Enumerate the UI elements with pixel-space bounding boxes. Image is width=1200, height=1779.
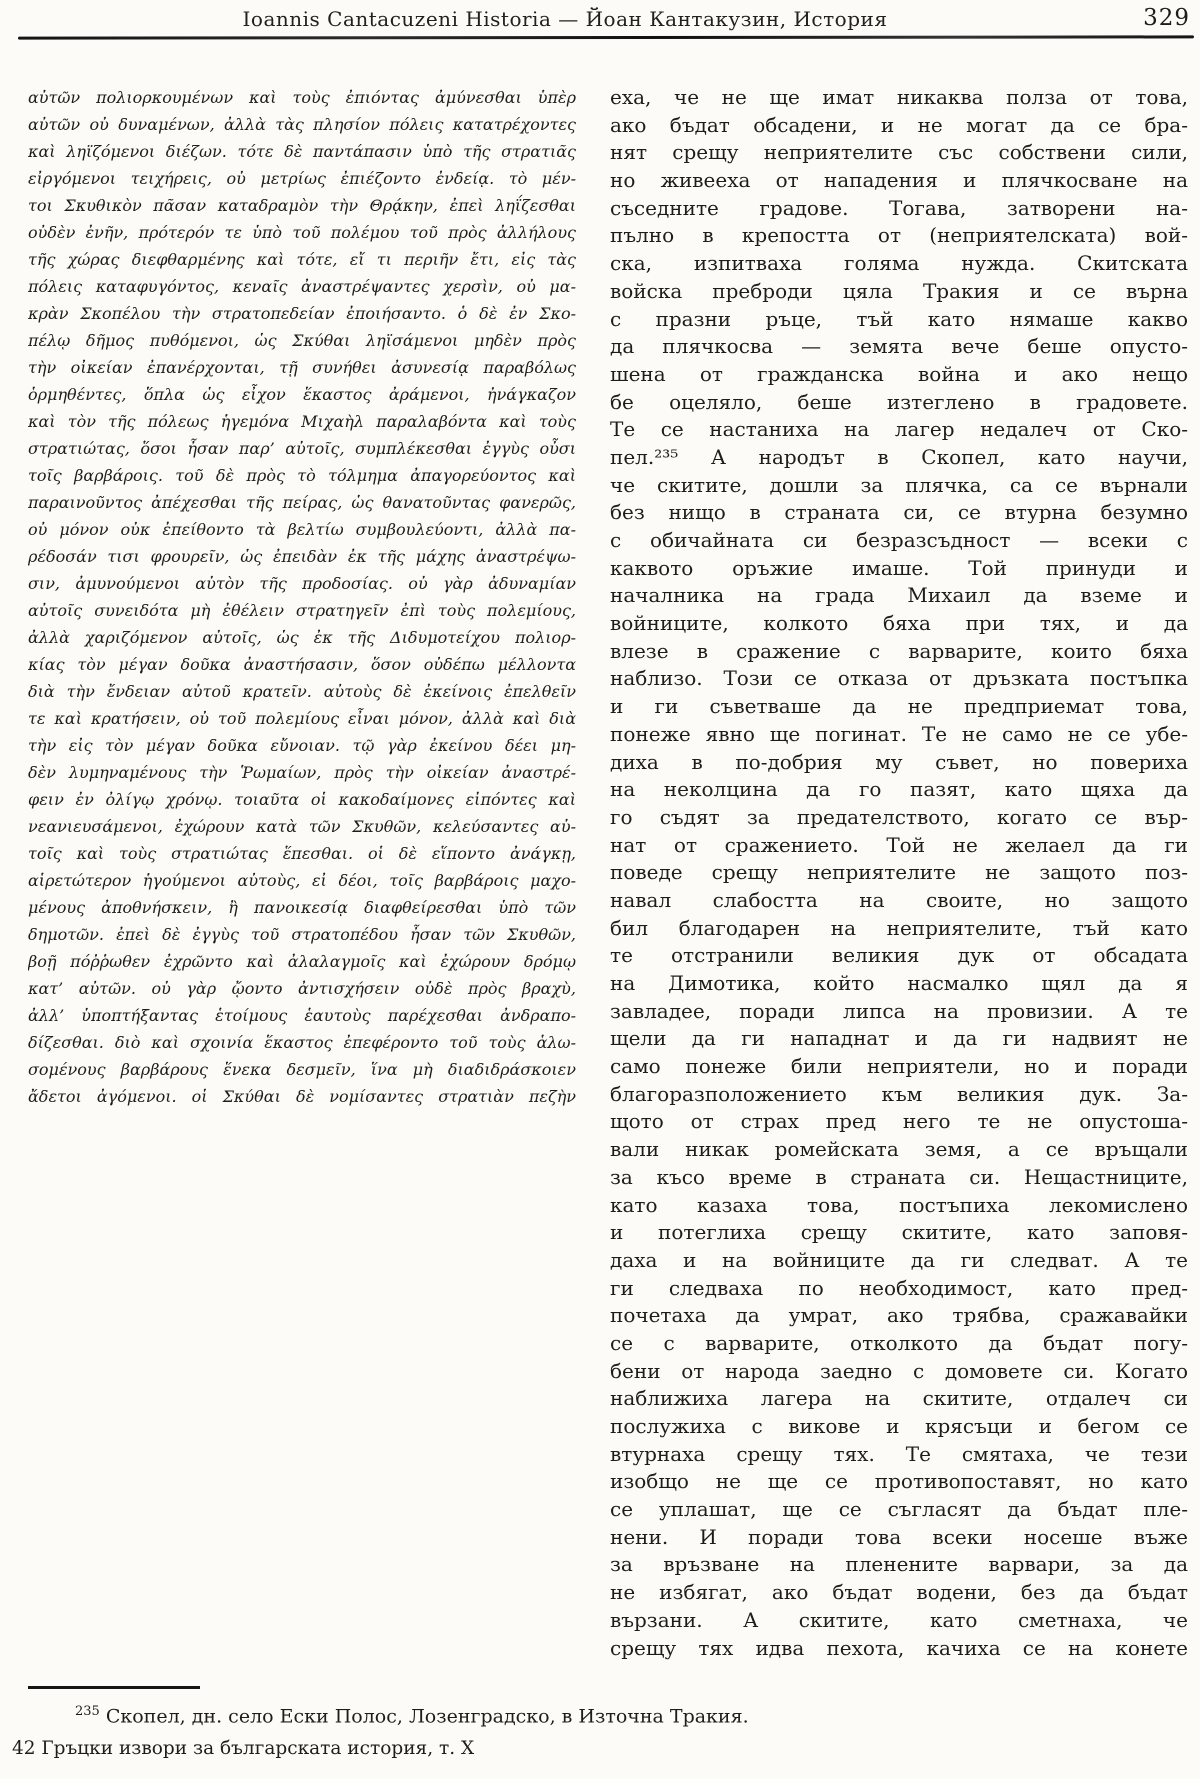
text-line: ἀλλ’ ὑποπτήξαντας ἑτοίμους ἑαυτοὺς παρέχεσθαι ἀνδραπο- <box>28 1006 576 1025</box>
text-line: и потеглиха срещу скитите, като заповя- <box>610 1220 1188 1245</box>
page-number: 329 <box>1143 5 1190 31</box>
text-line: диха в по-добрия му съвет, но повериха <box>610 749 1188 774</box>
text-line: втурнаха срещу тях. Те смятаха, че тези <box>610 1441 1188 1466</box>
text-line: ὁρμηθέντες, ὅπλα ὡς εἶχον ἕκαστος ἀράμενοι, ἠνάγκαζον <box>28 385 576 404</box>
text-line: бил благодарен на неприятелите, тъй като <box>610 915 1188 940</box>
text-line: нат от сражението. Той не желаел да ги <box>610 832 1188 857</box>
text-line: νεανιευσάμενοι, ἐχώρουν κατὰ τῶν Σκυθῶν, κελεύσαντες αὐ- <box>28 817 576 836</box>
text-line: Те се настаниха на лагер недалеч от Ско- <box>610 417 1188 442</box>
text-line: διὰ τὴν ἔνδειαν αὐτοῦ κρατεῖν. αὐτοὺς δὲ ἐκείνοις ἐπελθεῖν <box>28 682 576 701</box>
text-line: нят срещу неприятелите със собствени сили, <box>610 140 1188 165</box>
text-line: завладее, поради липса на провизии. А те <box>610 998 1188 1023</box>
text-line: се с варварите, отколкото да бъдат погу- <box>610 1330 1188 1355</box>
text-line: ги следваха по необходимост, като пред- <box>610 1275 1188 1300</box>
text-line: само понеже били неприятели, но и поради <box>610 1054 1188 1079</box>
text-line: вали никак ромейската земя, а се връщали <box>610 1137 1188 1162</box>
text-line: за връзване на пленените варвари, за да <box>610 1552 1188 1577</box>
greek-text-column <box>28 84 576 1110</box>
text-line: бени от народа заедно с домовете си. Когато <box>610 1358 1188 1383</box>
text-line: ἀλλὰ χαριζόμενον αὐτοῖς, ὡς ἐκ τῆς Διδυμοτείχου πολιορ- <box>28 628 576 647</box>
text-line: каквото оръжие имаше. Той принуди и <box>610 555 1188 580</box>
text-line: ако бъдат обсадени, и не могат да се бра- <box>610 112 1188 137</box>
bulgarian-translation-column <box>610 84 1188 1662</box>
text-line: поведе срещу неприятелите не защото поз- <box>610 860 1188 885</box>
text-line: като казаха това, постъпиха лекомислено <box>610 1192 1188 1217</box>
footnote-separator-rule <box>28 1686 200 1689</box>
text-line: δημοτῶν. ἐπεὶ δὲ ἐγγὺς τοῦ στρατοπέδου ἦσαν τῶν Σκυθῶν, <box>28 925 576 944</box>
text-line: вързани. А скитите, като сметнаха, че <box>610 1607 1188 1632</box>
text-line: с празни ръце, тъй като нямаше какво <box>610 306 1188 331</box>
text-line: αἱρετώτερον ἡγούμενοι αὐτοὺς, εἰ δέοι, τοῖς βαρβάροις μαχο- <box>28 871 576 890</box>
text-line: τὴν οἰκείαν ἐπανέρχονται, τῇ συνήθει ἀσυνεσίᾳ παραβόλως <box>28 358 576 377</box>
text-line: τοῖς βαρβάροις. τοῦ δὲ πρὸς τὸ τόλμημα ἀπαγορεύοντος καὶ <box>28 466 576 485</box>
text-line: τε καὶ κρατήσειν, οὐ τοῦ πολεμίους εἶναι μόνον, ἀλλὰ καὶ διὰ <box>28 709 576 728</box>
text-line: нени. И поради това всеки носеше въже <box>610 1524 1188 1549</box>
text-line: че скитите, дошли за плячка, са се върнали <box>610 472 1188 497</box>
text-line: благоразположението към великия дук. За- <box>610 1081 1188 1106</box>
text-line: πόλεις καταφυγόντος, κεναῖς ἀναστρέψαντες χερσὶν, οὐ μα- <box>28 277 576 296</box>
footnote-text: Скопел, дн. село Ески Полос, Лозенградско, в Източна Тракия. <box>105 1705 749 1728</box>
text-line: се уплашат, ще се съгласят да бъдат пле- <box>610 1497 1188 1522</box>
printer-signature: 42 Гръцки извори за българската история, т. X <box>12 1738 475 1759</box>
text-line: началника на града Михаил да вземе и <box>610 583 1188 608</box>
text-line: почетаха да умрат, ако трябва, сражавайки <box>610 1303 1188 1328</box>
text-line: понеже явно ще погинат. Те не само не се убе- <box>610 721 1188 746</box>
text-line: изобщо не ще се противопоставят, но като <box>610 1469 1188 1494</box>
text-line: пълно в крепостта от (неприятелската) вой- <box>610 223 1188 248</box>
text-line: на Димотика, който насмалко щял да я <box>610 971 1188 995</box>
text-line: οὐδὲν ἐνῆν, πρότερόν τε ὑπὸ τοῦ πολέμου τοῦ πρὸς ἀλλήλους <box>28 223 576 242</box>
text-line: без нищо в страната си, се втурна безумно <box>610 500 1188 525</box>
text-line: τὴν εἰς τὸν μέγαν δοῦκα εὔνοιαν. τῷ γὰρ ἐκείνου δέει μη- <box>28 736 576 755</box>
text-line: на неколцина да го пазят, като щяха да <box>610 777 1188 802</box>
text-line: войниците, колкото бяха при тях, и да <box>610 611 1188 636</box>
text-line: войска преброди цяла Тракия и се върна <box>610 278 1188 303</box>
text-line: ска, изпитваха голяма нужда. Скитската <box>610 251 1188 276</box>
footnote-marker: 235 <box>75 1704 100 1719</box>
text-line: щели да ги нападнат и да ги надвият не <box>610 1026 1188 1051</box>
text-line: шена от гражданска война и ако нещо <box>610 361 1188 386</box>
text-line: послужиха с викове и крясъци и бегом се <box>610 1414 1188 1438</box>
text-line: навал слабостта на своите, но защото <box>610 887 1188 912</box>
text-line: παραινοῦντος ἀπέχεσθαι τῆς πείρας, ὡς θανατοῦντας φανερῶς, <box>28 493 576 512</box>
text-line: στρατιώτας, ὅσοι ἦσαν παρ’ αὐτοῖς, συμπλέκεσθαι ἐγγὺς οὖσι <box>28 439 576 458</box>
text-line: го съдят за предателството, когато се вър- <box>610 804 1188 829</box>
text-line: но живееха от нападения и плячкосване на <box>610 168 1188 193</box>
text-line: φειν ἐν ὀλίγῳ χρόνῳ. τοιαῦτα οἱ κακοδαίμονες εἰπόντες καὶ <box>28 790 576 809</box>
text-line: κρὰν Σκοπέλου τὴν στρατοπεδείαν ἐποιήσαντο. ὁ δὲ ἐν Σκο- <box>28 304 576 323</box>
text-line: не избягат, ако бъдат водени, без да бъдат <box>610 1580 1188 1605</box>
text-line: τῆς χώρας διεφθαρμένης καὶ τότε, εἴ τι περιῆν ἔτι, εἰς τὰς <box>28 250 576 269</box>
text-line: καὶ ληϊζόμενοι διέζων. τότε δὲ παντάπασιν ὑπὸ τῆς στρατιᾶς <box>28 142 576 161</box>
header-rule <box>18 35 1194 39</box>
text-line: εἰργόμενοι τειχήρεις, οὐ μετρίως ἐπιέζοντο ἐνδείᾳ. τὸ μέν- <box>28 169 576 188</box>
text-line: наближиха лагера на скитите, отдалеч си <box>610 1386 1188 1411</box>
text-line: съседните градове. Тогава, затворени на- <box>610 195 1188 220</box>
text-line: τοῖς καὶ τοὺς στρατιώτας ἕπεσθαι. οἱ δὲ εἵποντο ἀνάγκῃ, <box>28 844 576 863</box>
text-line: щото от страх пред него те не опустоша- <box>610 1109 1188 1134</box>
text-line: бе оцеляло, беше изтеглено в градовете. <box>610 389 1188 414</box>
text-line: наблизо. Този се отказа от дръзката постъпка <box>610 666 1188 691</box>
text-line: μένους ἀποθνήσκειν, ἢ πανοικεσίᾳ διαφθείρεσθαι ὑπὸ τῶν <box>28 898 576 917</box>
text-line: αὐτῶν πολιορκουμένων καὶ τοὺς ἐπιόντας ἀμύνεσθαι ὑπὲρ <box>28 88 576 107</box>
footnote <box>75 1699 1075 1729</box>
text-line: срещу тях идва пехота, качиха се на конете <box>610 1635 1188 1660</box>
text-line: σιν, ἀμυνούμενοι αὐτὸν τῆς προδοσίας. οὐ γὰρ ἀδυναμίαν <box>28 574 576 593</box>
text-line: αὐτῶν οὐ δυναμένων, ἀλλὰ τὰς πλησίον πόλεις κατατρέχοντες <box>28 115 576 134</box>
text-line: даха и на войниците да ги следват. А те <box>610 1247 1188 1272</box>
text-line: τοι Σκυθικὸν πᾶσαν καταδραμὸν τὴν Θρᾴκην, ἐπεὶ ληΐζεσθαι <box>28 196 576 215</box>
text-line: δὲν λυμηναμένους τὴν Ῥωμαίων, πρὸς τὴν οἰκείαν ἀναστρέ- <box>28 763 576 782</box>
text-line: κίας τὸν μέγαν δοῦκα ἀναστήσασιν, ὅσον οὐδέπω μέλλοντα <box>28 655 576 674</box>
text-line: δίζεσθαι. διὸ καὶ σχοινία ἕκαστος ἐπεφέροντο τοῦ τοὺς ἁλω- <box>28 1033 576 1052</box>
text-line: οὐ μόνον οὐκ ἐπείθοντο τὰ βελτίω συμβουλεύοντι, ἀλλὰ πα- <box>28 520 576 539</box>
text-line: καὶ τὸν τῆς πόλεως ἡγεμόνα Μιχαὴλ παραλαβόντα καὶ τοὺς <box>28 412 576 431</box>
text-line: да плячкосва — земята вече беше опусто- <box>610 334 1188 359</box>
text-line: ἄδετοι ἀγόμενοι. οἱ Σκύθαι δὲ νομίσαντες στρατιὰν πεζὴν <box>28 1087 576 1106</box>
text-line: и ги съветваше да не предприемат това, <box>610 694 1188 719</box>
text-line: κατ’ αὐτῶν. οὐ γὰρ ᾤοντο ἀντισχήσειν οὐδὲ πρὸς βραχὺ, <box>28 979 576 998</box>
text-line: αὐτοῖς συνειδότα μὴ ἐθέλειν στρατηγεῖν ἐπὶ τοὺς πολεμίους, <box>28 601 576 620</box>
text-line: πέλῳ δῆμος πυθόμενοι, ὡς Σκύθαι ληϊσάμενοι μηδὲν πρὸς <box>28 331 576 350</box>
text-line: ρέδοσάν τισι φρουρεῖν, ὡς ἐπειδὰν ἐκ τῆς μάχης ἀναστρέψω- <box>28 547 576 566</box>
text-line: βοῇ πόῤῥωθεν ἐχρῶντο καὶ ἀλαλαγμοῖς καὶ ἐχώρουν δρόμῳ <box>28 952 576 971</box>
text-line: с обичайната си безразсъдност — всеки с <box>610 528 1188 552</box>
text-line: еха, че не ще имат никаква полза от това, <box>610 85 1188 109</box>
running-title: Ioannis Cantacuzeni Historia — Йоан Кантакузин, История <box>242 7 888 31</box>
text-line: влезе в сражение с варварите, които бяха <box>610 638 1188 663</box>
text-line: за късо време в страната си. Нещастниците, <box>610 1164 1188 1189</box>
text-line: те отстранили великия дук от обсадата <box>610 943 1188 968</box>
text-line: пел.²³⁵ А народът в Скопел, като научи, <box>610 444 1188 469</box>
text-line: σομένους βαρβάρους ἕνεκα δεσμεῖν, ἵνα μὴ διαδιδράσκοιεν <box>28 1060 576 1079</box>
